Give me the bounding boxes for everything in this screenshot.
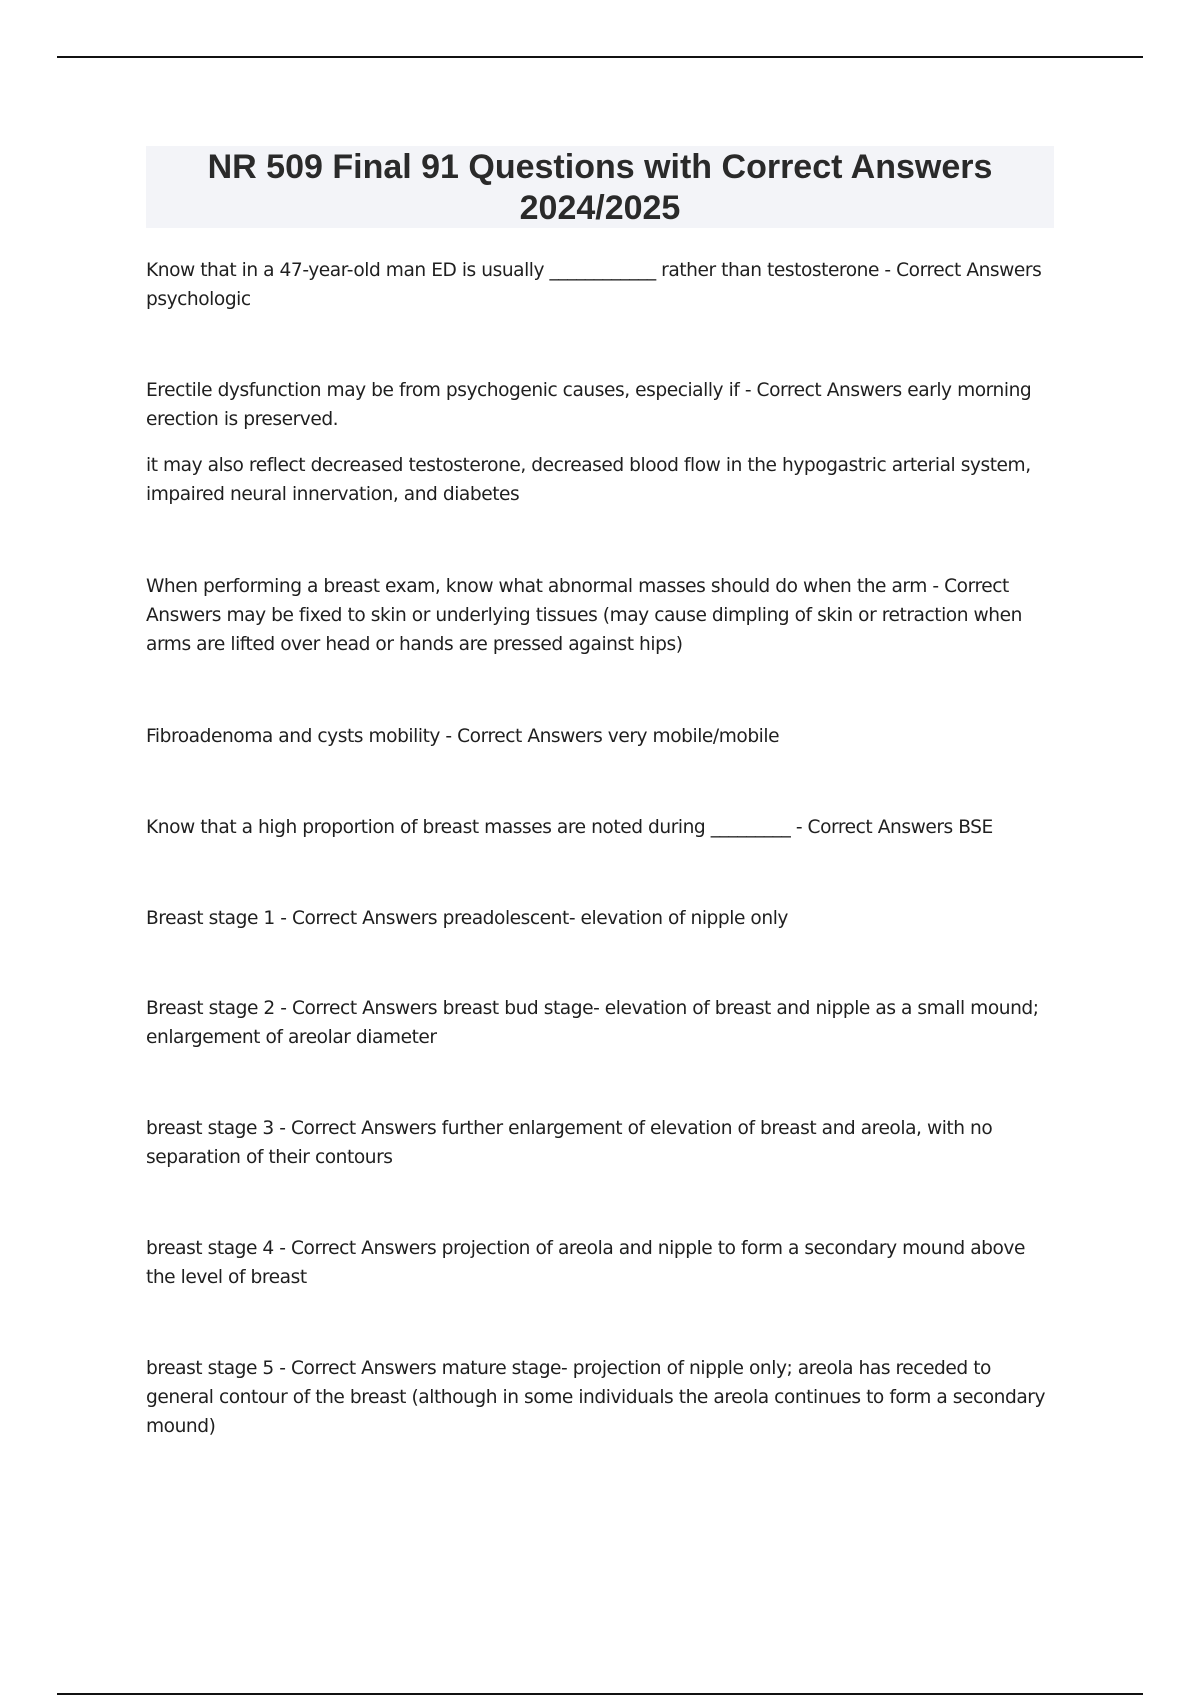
bottom-divider bbox=[57, 1693, 1143, 1695]
title-banner bbox=[146, 146, 1054, 228]
qa-entry-ed-psychogenic: Erectile dysfunction may be from psychogenic causes, especially if - Correct Answers early morning erection is preserved. bbox=[146, 380, 1032, 430]
qa-entry-breast-stage-1: Breast stage 1 - Correct Answers preadolescent- elevation of nipple only bbox=[146, 908, 788, 929]
qa-entry-breast-stage-5: breast stage 5 - Correct Answers mature stage- projection of nipple only; areola has receded to general contour of the breast (although in some individuals the areola continues to form a secondary mound) bbox=[146, 1358, 1046, 1437]
qa-entry-breast-stage-2: Breast stage 2 - Correct Answers breast bud stage- elevation of breast and nipple as a small mound; enlargement of areolar diameter bbox=[146, 998, 1039, 1048]
qa-entry-breast-stage-4: breast stage 4 - Correct Answers projection of areola and nipple to form a secondary mound above the level of breast bbox=[146, 1238, 1025, 1288]
document-title: NR 509 Final 91 Questions with Correct Answers 2024/2025 bbox=[207, 148, 993, 227]
qa-entry-breast-stage-3: breast stage 3 - Correct Answers further enlargement of elevation of breast and areola, with no separation of their contours bbox=[146, 1118, 993, 1168]
qa-entry-fibroadenoma: Fibroadenoma and cysts mobility - Correct Answers very mobile/mobile bbox=[146, 726, 780, 747]
qa-entry-bse: Know that a high proportion of breast masses are noted during _________ - Correct Answers BSE bbox=[146, 817, 993, 838]
qa-entry-ed-other-causes: it may also reflect decreased testosterone, decreased blood flow in the hypogastric arterial system, impaired neural innervation, and diabetes bbox=[146, 455, 1031, 505]
qa-entry-ed-cause: Know that in a 47-year-old man ED is usually ____________ rather than testosterone - Correct Answers psychologic bbox=[146, 260, 1042, 310]
qa-entry-breast-mass: When performing a breast exam, know what abnormal masses should do when the arm - Correct Answers may be fixed to skin or underlying tissues (may cause dimpling of skin or retraction when arms are lifted over head or hands are pressed against hips) bbox=[146, 576, 1022, 655]
top-divider bbox=[57, 56, 1143, 58]
